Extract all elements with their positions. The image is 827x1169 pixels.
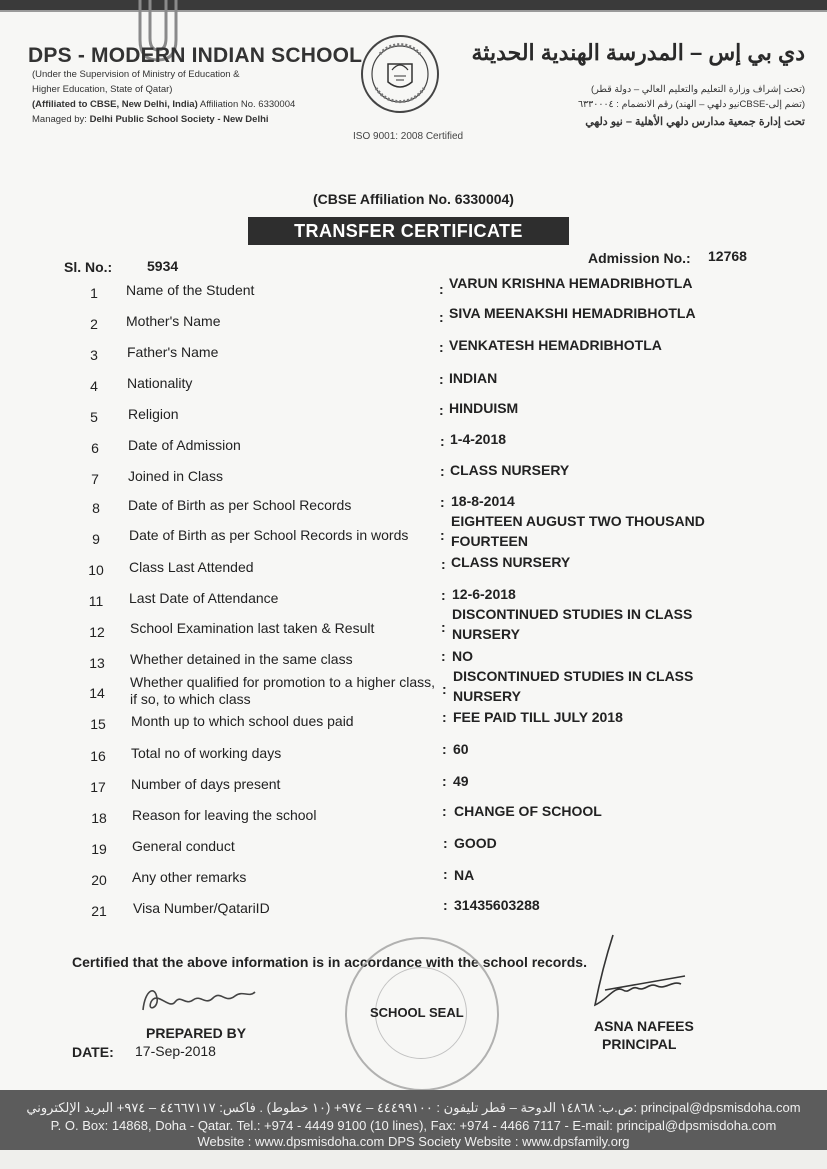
- iso-certification: ISO 9001: 2008 Certified: [353, 131, 464, 142]
- field-label: Reason for leaving the school: [132, 807, 317, 823]
- arabic-school-name: دي بي إس – المدرسة الهندية الحديثة: [471, 40, 805, 65]
- field-value: 12-6-2018: [452, 586, 516, 602]
- field-label: Any other remarks: [132, 869, 247, 885]
- principal-name: ASNA NAFEES: [594, 1018, 694, 1034]
- field-colon: :: [439, 281, 444, 297]
- field-colon: :: [441, 587, 446, 603]
- field-label: Joined in Class: [128, 468, 223, 484]
- field-value: CLASS NURSERY: [451, 554, 571, 570]
- arabic-managed-by-line: تحت إدارة جمعية مدارس دلهي الأهلية – نيو دلهي: [585, 116, 805, 128]
- bottom-margin: [0, 1150, 827, 1169]
- sl-no-label: Sl. No.:: [64, 259, 113, 275]
- field-label: Number of days present: [131, 776, 281, 792]
- prepared-by-label: PREPARED BY: [146, 1025, 247, 1041]
- field-value: DISCONTINUED STUDIES IN CLASS NURSERY: [453, 668, 694, 704]
- field-value: DISCONTINUED STUDIES IN CLASS NURSERY: [452, 606, 693, 642]
- field-label: Religion: [128, 406, 179, 422]
- managed-by-prefix: Managed by:: [32, 114, 87, 125]
- field-colon: :: [439, 371, 444, 387]
- arabic-affiliation-line: (تضم إلى-CBSEنيو دلهي – الهند) رقم الانضمام : ٦٣٣٠٠٠٤: [577, 99, 805, 110]
- field-value: INDIAN: [449, 370, 498, 386]
- row-number: 14: [89, 685, 105, 701]
- footer-arabic-contact: principal@dpsmisdoha.com :ص.ب: ١٤٨٦٨ الدوحة – قطر تليفون : ٤٤٤٩٩١٠٠ – ٩٧٤+ (١٠ خطوط) . فاكس: ٤٤٦٦٧١١٧ – ٩٧٤+ البريد الإلكتروني: [26, 1100, 801, 1115]
- cbse-affiliation-heading: (CBSE Affiliation No. 6330004): [313, 191, 514, 207]
- field-label: School Examination last taken & Result: [130, 620, 375, 636]
- field-label: Date of Admission: [128, 437, 241, 453]
- certification-statement: Certified that the above information is in accordance with the school records.: [72, 954, 587, 970]
- field-label: Nationality: [127, 375, 193, 391]
- field-value: NO: [452, 648, 473, 664]
- supervision-line-1: (Under the Supervision of Ministry of Education &: [32, 69, 240, 80]
- field-label: Name of the Student: [126, 282, 255, 298]
- arabic-supervision-line: (تحت إشراف وزارة التعليم والتعليم العالي – دولة قطر): [591, 84, 805, 95]
- row-number: 18: [91, 810, 107, 826]
- row-number: 21: [91, 903, 107, 919]
- school-seal-label: SCHOOL SEAL: [370, 1005, 464, 1020]
- row-number: 17: [90, 779, 106, 795]
- field-colon: :: [440, 463, 445, 479]
- footer-websites: Website : www.dpsmisdoha.com DPS Society Website : www.dpsfamily.org: [197, 1134, 630, 1149]
- field-value: SIVA MEENAKSHI HEMADRIBHOTLA: [449, 305, 696, 321]
- affiliated-cbse: (Affiliated to CBSE, New Delhi, India): [32, 99, 198, 110]
- date-label: DATE:: [72, 1044, 114, 1060]
- field-colon: :: [440, 433, 445, 449]
- field-colon: :: [440, 527, 445, 543]
- field-label: Whether detained in the same class: [130, 651, 353, 667]
- field-value: HINDUISM: [449, 400, 519, 416]
- field-label: Month up to which school dues paid: [131, 713, 354, 729]
- field-value: CHANGE OF SCHOOL: [454, 803, 602, 819]
- field-label: Whether qualified for promotion to a higher class, if so, to which class: [130, 674, 436, 707]
- certificate-title: TRANSFER CERTIFICATE: [248, 217, 569, 245]
- row-number: 7: [91, 471, 99, 487]
- row-number: 3: [90, 347, 98, 363]
- field-colon: :: [439, 339, 444, 355]
- field-value: 49: [453, 773, 469, 789]
- school-name: DPS - MODERN INDIAN SCHOOL: [28, 44, 363, 67]
- field-value: 60: [453, 741, 469, 757]
- field-colon: :: [443, 866, 448, 882]
- supervision-line-2: Higher Education, State of Qatar): [32, 84, 173, 95]
- field-value: EIGHTEEN AUGUST TWO THOUSAND FOURTEEN: [451, 513, 705, 549]
- row-number: 2: [90, 316, 98, 332]
- field-colon: :: [441, 556, 446, 572]
- affiliation-number: Affiliation No. 6330004: [199, 99, 296, 110]
- field-label: Visa Number/QatariID: [133, 900, 270, 916]
- field-value: VARUN KRISHNA HEMADRIBHOTLA: [449, 275, 693, 291]
- field-label: Date of Birth as per School Records: [128, 497, 352, 513]
- field-colon: :: [441, 619, 446, 635]
- field-colon: :: [440, 494, 445, 510]
- row-number: 16: [90, 748, 106, 764]
- row-number: 13: [89, 655, 105, 671]
- field-label: Last Date of Attendance: [129, 590, 279, 606]
- admission-no-value: 12768: [708, 248, 747, 264]
- field-label: Mother's Name: [126, 313, 221, 329]
- row-number: 9: [92, 531, 100, 547]
- field-colon: :: [443, 897, 448, 913]
- row-number: 15: [90, 716, 106, 732]
- field-colon: :: [442, 803, 447, 819]
- field-colon: :: [443, 835, 448, 851]
- field-colon: :: [442, 741, 447, 757]
- field-colon: :: [439, 402, 444, 418]
- field-value: 1-4-2018: [450, 431, 507, 447]
- row-number: 1: [90, 285, 98, 301]
- managed-by-line: [32, 114, 269, 125]
- footer-contact-bar: [0, 1090, 827, 1150]
- row-number: 8: [92, 500, 100, 516]
- row-number: 5: [90, 409, 98, 425]
- field-colon: :: [439, 309, 444, 325]
- field-label: Total no of working days: [131, 745, 282, 761]
- row-number: 10: [88, 562, 104, 578]
- affiliation-line: [32, 99, 295, 110]
- field-colon: :: [441, 648, 446, 664]
- row-number: 19: [91, 841, 107, 857]
- principal-signature: [585, 930, 695, 1015]
- row-number: 6: [91, 440, 99, 456]
- field-value: NA: [454, 867, 475, 883]
- field-label: Father's Name: [127, 344, 219, 360]
- field-label: Date of Birth as per School Records in words: [129, 527, 409, 543]
- sl-no-value: 5934: [147, 258, 179, 274]
- principal-title: PRINCIPAL: [602, 1036, 677, 1052]
- field-value: VENKATESH HEMADRIBHOTLA: [449, 337, 662, 353]
- field-value: CLASS NURSERY: [450, 462, 570, 478]
- row-number: 4: [90, 378, 98, 394]
- row-number: 11: [88, 593, 104, 609]
- field-label: Class Last Attended: [129, 559, 254, 575]
- field-value: 31435603288: [454, 897, 540, 913]
- field-colon: :: [442, 709, 447, 725]
- field-value: FEE PAID TILL JULY 2018: [453, 709, 623, 725]
- date-value: 17-Sep-2018: [135, 1043, 216, 1059]
- preparer-signature: [135, 980, 265, 1020]
- row-number: 20: [91, 872, 107, 888]
- footer-english-contact: P. O. Box: 14868, Doha - Qatar. Tel.: +974 - 4449 9100 (10 lines), Fax: +974 - 4466 7117 - E-mail: principal@dpsmisdoha.com: [50, 1118, 777, 1133]
- row-number: 12: [89, 624, 105, 640]
- field-colon: :: [442, 681, 447, 697]
- field-label: General conduct: [132, 838, 235, 854]
- field-value: GOOD: [454, 835, 497, 851]
- field-value: 18-8-2014: [451, 493, 515, 509]
- admission-no-label: Admission No.:: [588, 250, 691, 266]
- school-logo: [360, 24, 440, 124]
- field-colon: :: [442, 773, 447, 789]
- managed-by-society: Delhi Public School Society - New Delhi: [89, 114, 269, 125]
